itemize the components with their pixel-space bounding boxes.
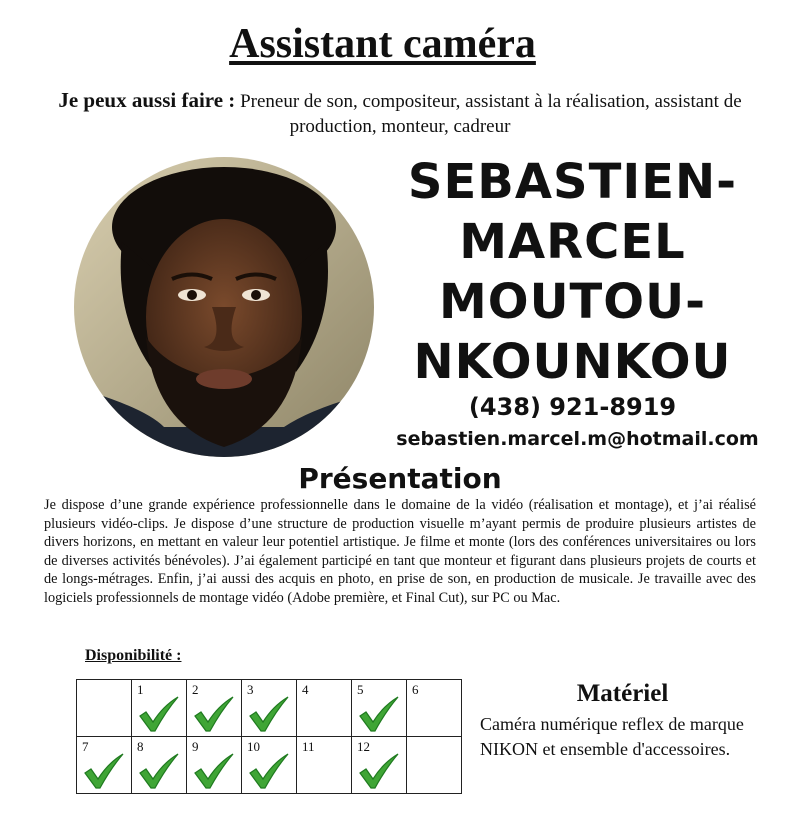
- equipment-text: Caméra numérique reflex de marque NIKON et ensemble d'accessoires.: [480, 714, 744, 759]
- calendar-cell: [297, 737, 352, 794]
- name-line: MARCEL: [459, 214, 686, 270]
- checkmark-icon: [136, 694, 182, 734]
- calendar-day-number: 4: [302, 682, 309, 697]
- calendar-day-number: 2: [192, 682, 199, 697]
- phone-number: (438) 921-8919: [468, 393, 677, 421]
- name-line: MOUTOU-: [439, 274, 706, 330]
- calendar-cell: [132, 680, 187, 737]
- name-line: NKOUNKOU: [413, 334, 732, 390]
- calendar-cell: [297, 680, 352, 737]
- calendar-day-number: 7: [82, 739, 89, 754]
- checkmark-icon: [246, 694, 292, 734]
- page-title: Assistant caméra: [229, 21, 536, 67]
- calendar-day-number: 8: [137, 739, 144, 754]
- checkmark-icon: [191, 751, 237, 791]
- table-row: [77, 737, 462, 794]
- calendar-day-number: 3: [247, 682, 254, 697]
- checkmark-icon: [81, 751, 127, 791]
- other-roles-label: Je peux aussi faire :: [58, 88, 236, 112]
- other-roles: [20, 88, 780, 139]
- checkmark-icon: [356, 694, 402, 734]
- calendar-cell: [407, 680, 462, 737]
- other-roles-text: Preneur de son, compositeur, assistant à la réalisation, assistant de production, monteur, cadreur: [235, 91, 742, 137]
- calendar-cell: [77, 737, 132, 794]
- calendar-day-number: 6: [412, 682, 419, 697]
- table-row: [77, 680, 462, 737]
- calendar-cell: [352, 737, 407, 794]
- calendar-cell: [187, 737, 242, 794]
- equipment-title: Matériel: [576, 680, 669, 707]
- presentation-text: Je dispose d’une grande expérience professionnelle dans le domaine de la vidéo (réalisation et montage), et j’ai réalisé plusieurs vidéo-clips. Je dispose d’une structure de production visuelle m’ayant permis de produire plusieurs artistes de divers horizons, en mettant en valeur leur potentiel artistique. Je filme et monte (lors des conférences universitaires ou lors de diverses activités bénévoles). J’ai également participé en tant que monteur et figurant dans plusieurs projets de courts et de longs-métrages. Enfin, j’ai aussi des acquis en photo, en prise de son, en production de musicale. Je travaille avec des logiciels professionnels de montage vidéo (Adobe première, et Final Cut), sur PC ou Mac.: [44, 497, 756, 606]
- calendar-day-number: 10: [247, 739, 260, 754]
- checkmark-icon: [136, 751, 182, 791]
- calendar-day-number: 1: [137, 682, 144, 697]
- calendar-day-number: 12: [357, 739, 370, 754]
- calendar-day-number: 9: [192, 739, 199, 754]
- calendar-cell: [242, 680, 297, 737]
- checkmark-icon: [356, 751, 402, 791]
- calendar-cell: [352, 680, 407, 737]
- presentation-title: Présentation: [298, 462, 502, 495]
- name-line: SEBASTIEN-: [407, 154, 738, 210]
- calendar-cell: [407, 737, 462, 794]
- calendar-cell: [242, 737, 297, 794]
- checkmark-icon: [191, 694, 237, 734]
- availability-table: [76, 679, 462, 794]
- calendar-cell: [187, 680, 242, 737]
- checkmark-icon: [246, 751, 292, 791]
- availability-title: Disponibilité :: [85, 647, 182, 664]
- candidate-name: [395, 152, 750, 392]
- profile-photo: [74, 157, 374, 457]
- calendar-day-number: 5: [357, 682, 364, 697]
- email-address[interactable]: sebastien.marcel.m@hotmail.com: [396, 428, 759, 450]
- calendar-cell: [77, 680, 132, 737]
- calendar-day-number: 11: [302, 739, 315, 754]
- calendar-cell: [132, 737, 187, 794]
